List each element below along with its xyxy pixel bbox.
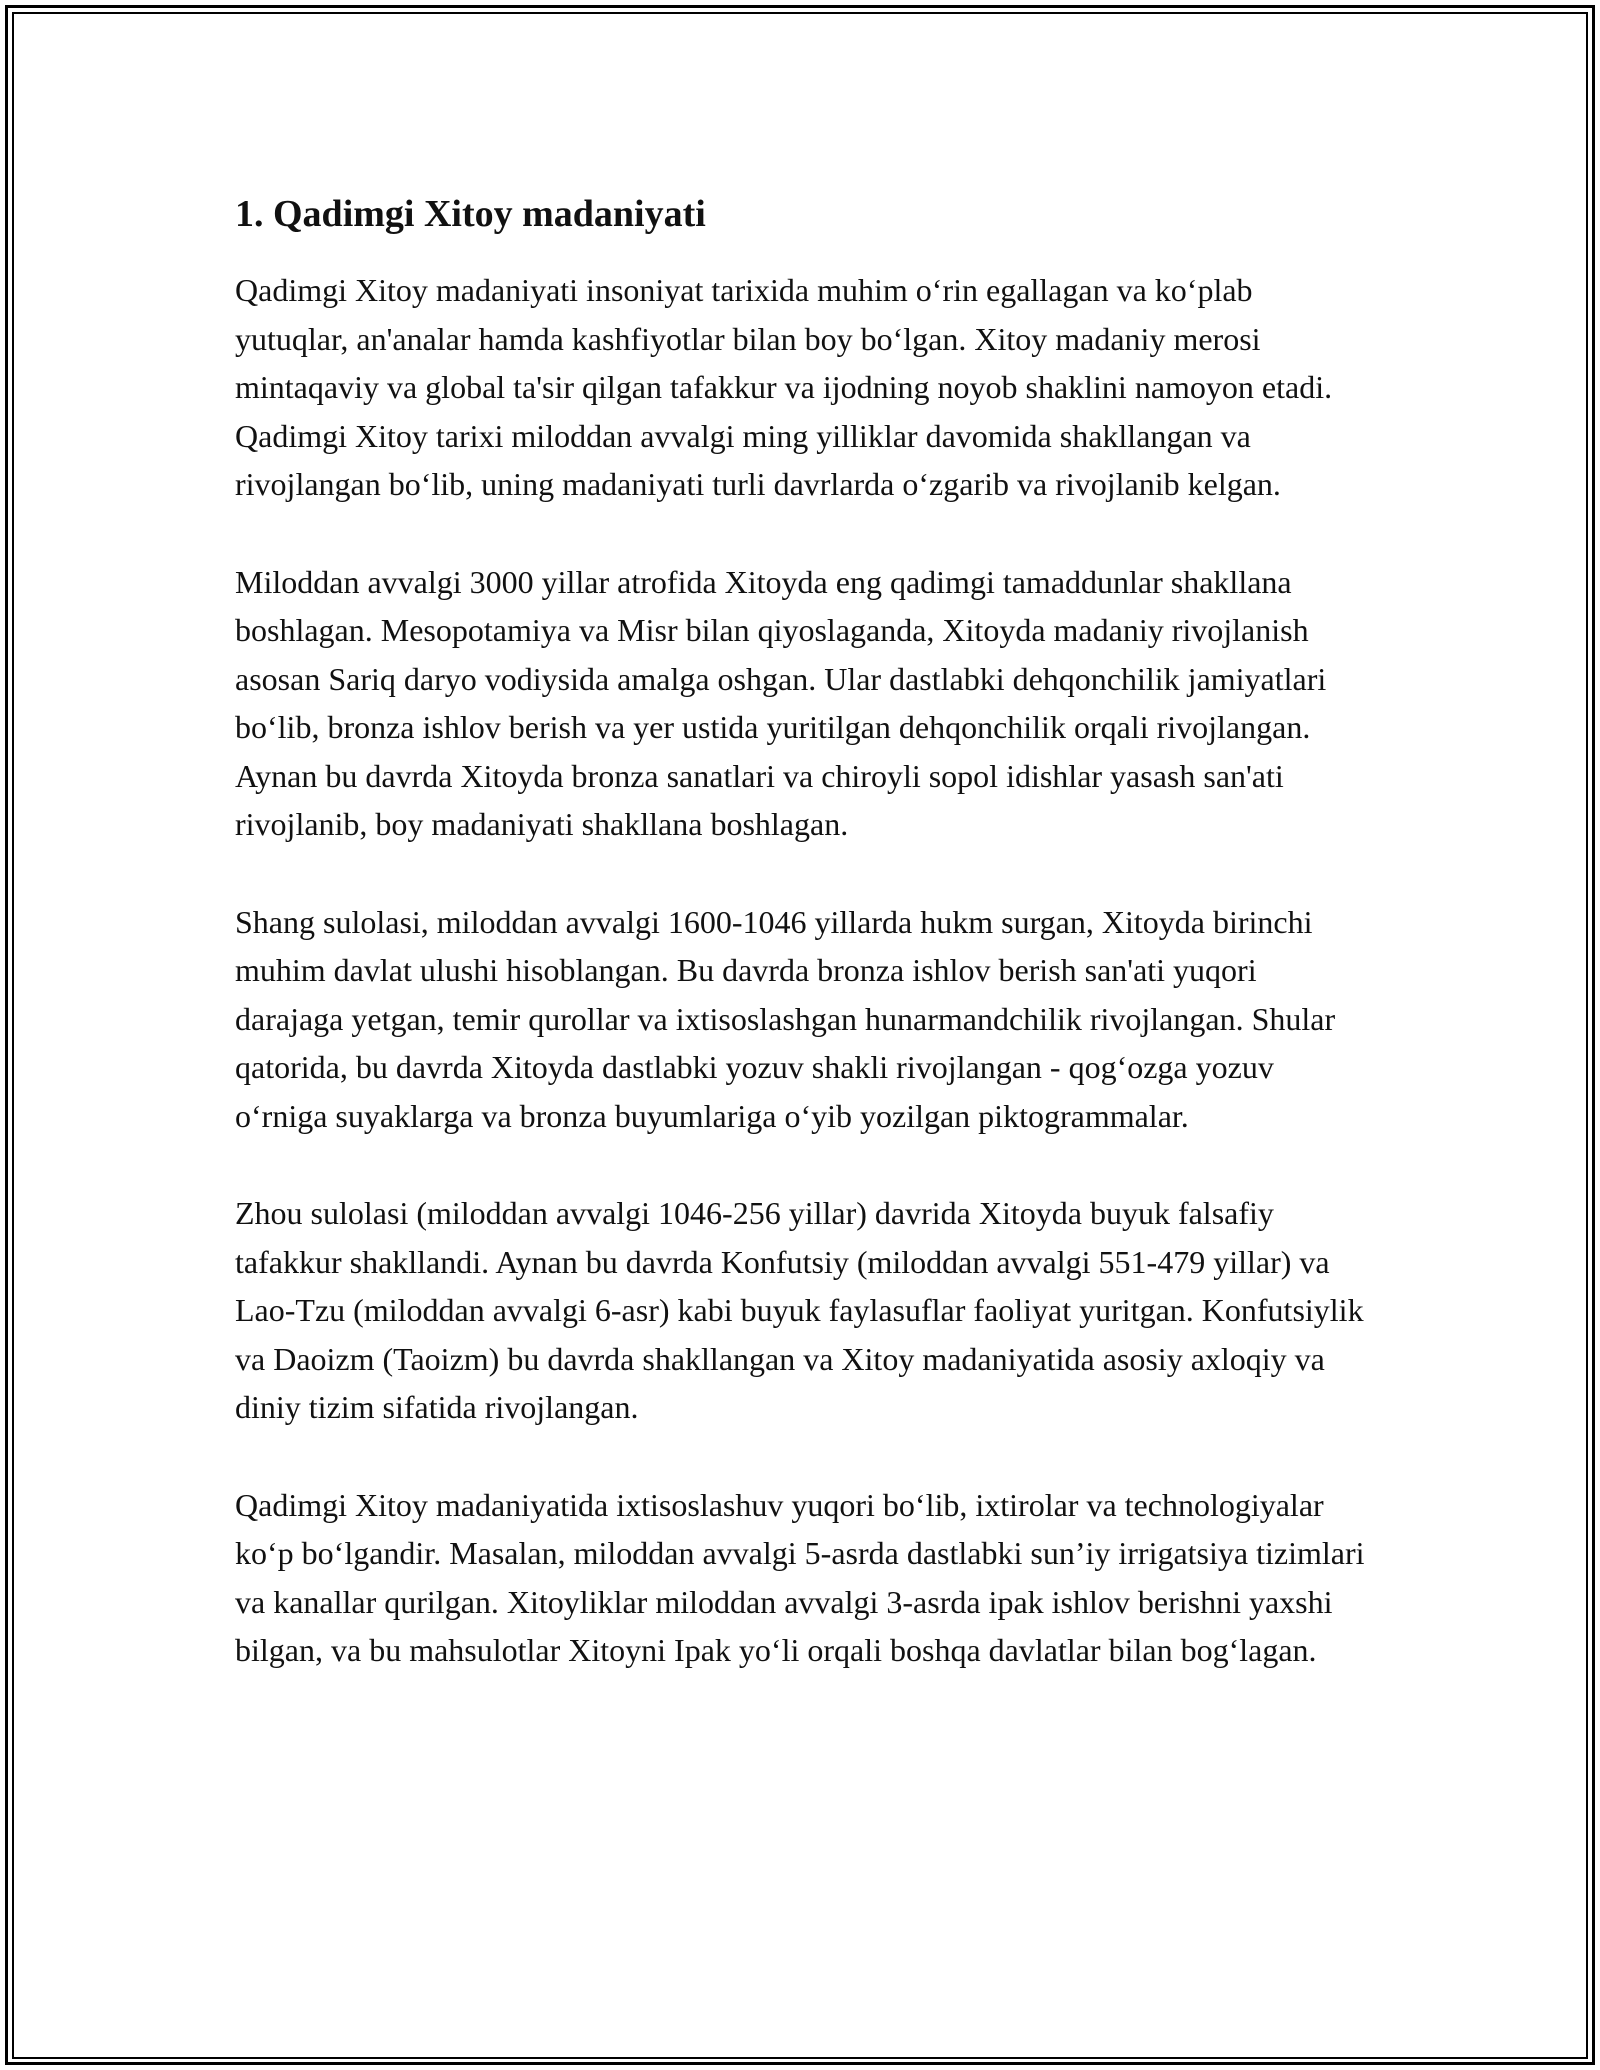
paragraph-technologies: Qadimgi Xitoy madaniyatida ixtisoslashuv yuqori bo‘lib, ixtirolar va technologiyalar ko‘p bo‘lgandir. Masalan, miloddan avvalgi 5-asrda dastlabki sun’iy irrigatsiya tizimlari va kanallar qurilgan. Xitoyliklar miloddan avvalgi 3-asrda ipak ishlov berishni yaxshi bilgan, va bu mahsulotlar Xitoyni Ipak yo‘li orqali boshqa davlatlar bilan bog‘lagan.	[235, 1486, 1365, 1668]
section-title: 1. Qadimgi Xitoy madaniyati	[235, 193, 706, 235]
paragraph-shang-dynasty: Shang sulolasi, miloddan avvalgi 1600-1046 yillarda hukm surgan, Xitoyda birinchi muhim davlat ulushi hisoblangan. Bu davrda bronza ishlov berish san'ati yuqori darajaga yetgan, temir qurollar va ixtisoslashgan hunarmandchilik rivojlangan. Shular qatorida, bu davrda Xitoyda dastlabki yozuv shakli rivojlangan - qog‘ozga yozuv o‘rniga suyaklarga va bronza buyumlariga o‘yib yozilgan piktogrammalar.	[235, 903, 1336, 1134]
paragraph-zhou-dynasty: Zhou sulolasi (miloddan avvalgi 1046-256 yillar) davrida Xitoyda buyuk falsafiy tafakkur shakllandi. Aynan bu davrda Konfutsiy (miloddan avvalgi 551-479 yillar) va Lao-Tzu (miloddan avvalgi 6-asr) kabi buyuk faylasuflar faoliyat yuritgan. Konfutsiylik va Daoizm (Taoizm) bu davrda shakllangan va Xitoy madaniyatida asosiy axloqiy va diniy tizim sifatida rivojlangan.	[235, 1195, 1364, 1425]
paragraph-early-civilizations: Miloddan avvalgi 3000 yillar atrofida Xitoyda eng qadimgi tamaddunlar shakllana boshlagan. Mesopotamiya va Misr bilan qiyoslaganda, Xitoyda madaniy rivojlanish asosan Sariq daryo vodiysida amalga oshgan. Ular dastlabki dehqonchilik jamiyatlari bo‘lib, bronza ishlov berish va yer ustida yuritilgan dehqonchilik orqali rivojlangan. Aynan bu davrda Xitoyda bronza sanatlari va chiroyli sopol idishlar yasash san'ati rivojlanib, boy madaniyati shakllana boshlagan.	[235, 563, 1327, 842]
paragraph-intro: Qadimgi Xitoy madaniyati insoniyat tarixida muhim o‘rin egallagan va ko‘plab yutuqlar, an'analar hamda kashfiyotlar bilan boy bo‘lgan. Xitoy madaniy merosi mintaqaviy va global ta'sir qilgan tafakkur va ijodning noyob shaklini namoyon etadi. Qadimgi Xitoy tarixi miloddan avvalgi ming yilliklar davomida shakllangan va rivojlangan bo‘lib, uning madaniyati turli davrlarda o‘zgarib va rivojlanib kelgan.	[235, 272, 1333, 502]
document-body	[235, 188, 1370, 1724]
